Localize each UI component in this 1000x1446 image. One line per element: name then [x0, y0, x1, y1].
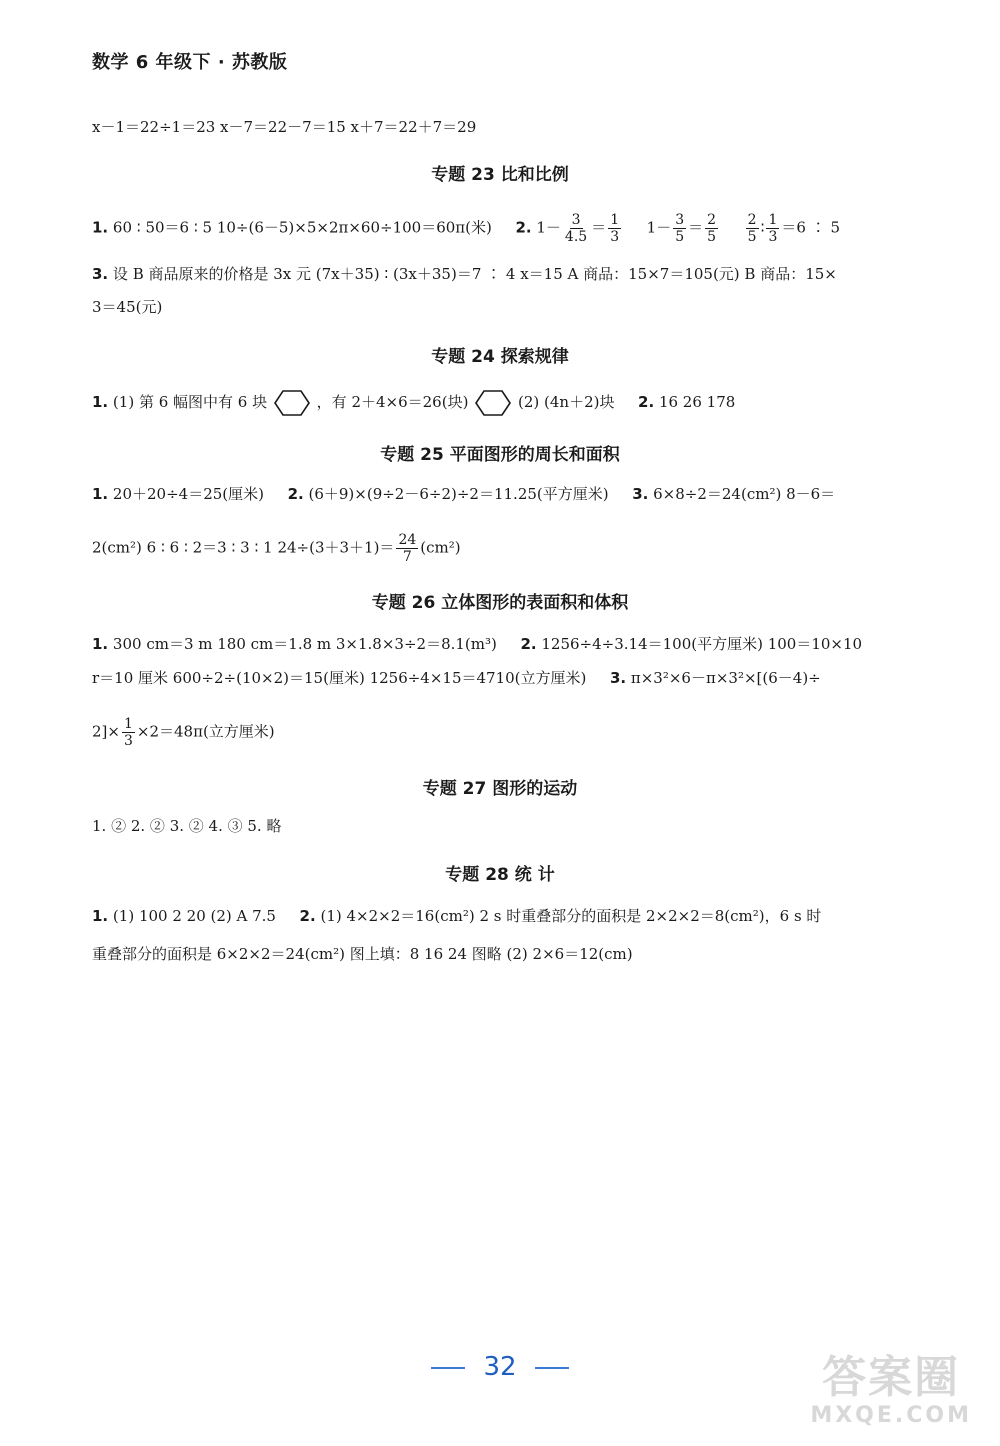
s23-q3-answer: 设 B 商品原来的价格是 3x 元 (7x＋35) ∶ (3x＋35)＝7 ∶ 4 x＝15 A 商品：15×7＝105(元) B 商品：15× — [112, 265, 837, 283]
s23-q2-text: ∶ — [760, 218, 765, 237]
item-number: 1. — [92, 393, 109, 411]
s28-line-2: 重叠部分的面积是 6×2×2＝24(cm²) 图上填：8 16 24 图略 (2) 2×6＝12(cm) — [92, 945, 633, 963]
page-number-value: 32 — [483, 1352, 517, 1382]
item-number: 3. — [92, 265, 109, 283]
fraction — [766, 212, 779, 245]
item-number: 2. — [638, 393, 655, 411]
s23-q2-text: 1－ — [646, 218, 672, 237]
numerator: 2 — [707, 212, 717, 228]
denominator: 5 — [675, 229, 685, 245]
intro-equation-line: x－1＝22÷1＝23 x－7＝22－7＝15 x＋7＝22＋7＝29 — [92, 118, 477, 136]
denominator: 4.5 — [564, 229, 588, 245]
book-header: 数学 6 年级下 · 苏教版 — [92, 52, 288, 73]
s25-line-2 — [92, 532, 461, 565]
s25-line-1 — [92, 484, 835, 504]
s28-q1-answer: (1) 100 2 20 (2) A 7.5 — [112, 907, 276, 925]
s24-q1-text: ，有 2＋4×6＝26(块) — [316, 393, 469, 411]
s25-q1-answer: 20＋20÷4＝25(厘米) — [112, 485, 264, 503]
numerator: 3 — [675, 212, 685, 228]
divider — [535, 1367, 569, 1369]
item-number: 1. — [92, 218, 109, 237]
section-title-27: 专题 27 图形的运动 — [422, 779, 578, 799]
s23-q2-text: 1－ — [536, 218, 561, 237]
s26-line-3 — [92, 716, 275, 749]
s26-q3-result: ×2＝48π(立方厘米) — [136, 722, 275, 741]
s23-q2-text: ＝ — [688, 218, 704, 237]
s23-line-1 — [92, 212, 840, 245]
item-number: 2. — [299, 907, 316, 925]
fraction — [705, 212, 718, 245]
item-number: 2. — [287, 485, 304, 503]
section-title-24: 专题 24 探索规律 — [431, 347, 569, 367]
s23-q2-text: ＝ — [591, 218, 607, 237]
s25-q3-unit: (cm²) — [420, 538, 461, 557]
fraction — [563, 212, 589, 245]
item-number: 3. — [609, 669, 627, 687]
watermark-title: 答案圈 — [822, 1352, 961, 1403]
s24-q2-answer: 16 26 178 — [658, 393, 736, 411]
fraction — [122, 716, 135, 749]
s26-q1-answer: 300 cm＝3 m 180 cm＝1.8 m 3×1.8×3÷2＝8.1(m³) — [112, 635, 497, 653]
s26-line-2 — [92, 668, 821, 688]
s26-line-1 — [92, 634, 862, 654]
section-title-25: 专题 25 平面图形的周长和面积 — [380, 445, 620, 465]
hexagon-icon — [475, 390, 511, 416]
numerator: 3 — [571, 212, 581, 228]
section-title-28: 专题 28 统 计 — [445, 865, 555, 885]
numerator: 1 — [610, 212, 620, 228]
item-number: 3. — [632, 485, 649, 503]
denominator: 3 — [610, 229, 620, 245]
denominator: 5 — [707, 229, 717, 245]
s26-q2-continued: r＝10 厘米 600÷2÷(10×2)＝15(厘米) 1256÷4×15＝4710(立方厘米) — [92, 669, 587, 687]
item-number: 2. — [520, 635, 537, 653]
watermark-logo — [810, 1353, 972, 1428]
s24-q1-part2: (2) (4n＋2)块 — [518, 393, 615, 411]
s26-q3-answer: π×3²×6－π×3²×[(6－4)÷ — [630, 669, 821, 687]
section-title-23: 专题 23 比和比例 — [431, 165, 569, 185]
denominator: 3 — [768, 229, 778, 245]
s26-q3-continued: 2]× — [92, 722, 120, 741]
denominator: 7 — [402, 549, 412, 565]
numerator: 1 — [768, 212, 778, 228]
s26-q2-answer: 1256÷4÷3.14＝100(平方厘米) 100＝10×10 — [541, 635, 863, 653]
s25-q3-continued: 2(cm²) 6 ∶ 6 ∶ 2＝3 ∶ 3 ∶ 1 24÷(3＋3＋1)＝ — [92, 538, 395, 557]
s24-q1-text: (1) 第 6 幅图中有 6 块 — [112, 393, 268, 411]
denominator: 5 — [747, 229, 757, 245]
fraction — [396, 532, 418, 565]
s28-q2-answer: (1) 4×2×2＝16(cm²) 2 s 时重叠部分的面积是 2×2×2＝8(cm²)，6 s 时 — [320, 907, 822, 925]
divider — [431, 1367, 465, 1369]
item-number: 1. — [92, 485, 109, 503]
watermark-url: MXQE.COM — [810, 1403, 972, 1428]
section-title-26: 专题 26 立体图形的表面积和体积 — [371, 593, 629, 613]
numerator: 24 — [398, 532, 417, 548]
denominator: 3 — [123, 733, 133, 749]
numerator: 2 — [747, 212, 757, 228]
fraction — [746, 212, 759, 245]
fraction — [608, 212, 621, 245]
s27-line-1: 1. ② 2. ② 3. ② 4. ③ 5. 略 — [92, 817, 282, 835]
item-number: 1. — [92, 907, 109, 925]
s23-q2-text: ＝6 ∶ 5 — [781, 218, 841, 237]
s23-line-3: 3＝45(元) — [92, 298, 163, 316]
hexagon-icon — [274, 390, 310, 416]
s25-q3-answer: 6×8÷2＝24(cm²) 8－6＝ — [653, 485, 836, 503]
s28-line-1 — [92, 906, 821, 926]
s23-q1-answer: 60 ∶ 50＝6 ∶ 5 10÷(6－5)×5×2π×60÷100＝60π(米) — [112, 218, 492, 237]
numerator: 1 — [123, 716, 133, 732]
item-number: 1. — [92, 635, 109, 653]
s24-line-1 — [92, 390, 735, 416]
s25-q2-answer: (6＋9)×(9÷2－6÷2)÷2＝11.25(平方厘米) — [308, 485, 609, 503]
item-number: 2. — [515, 218, 532, 237]
s23-line-2 — [92, 264, 837, 284]
fraction — [673, 212, 686, 245]
